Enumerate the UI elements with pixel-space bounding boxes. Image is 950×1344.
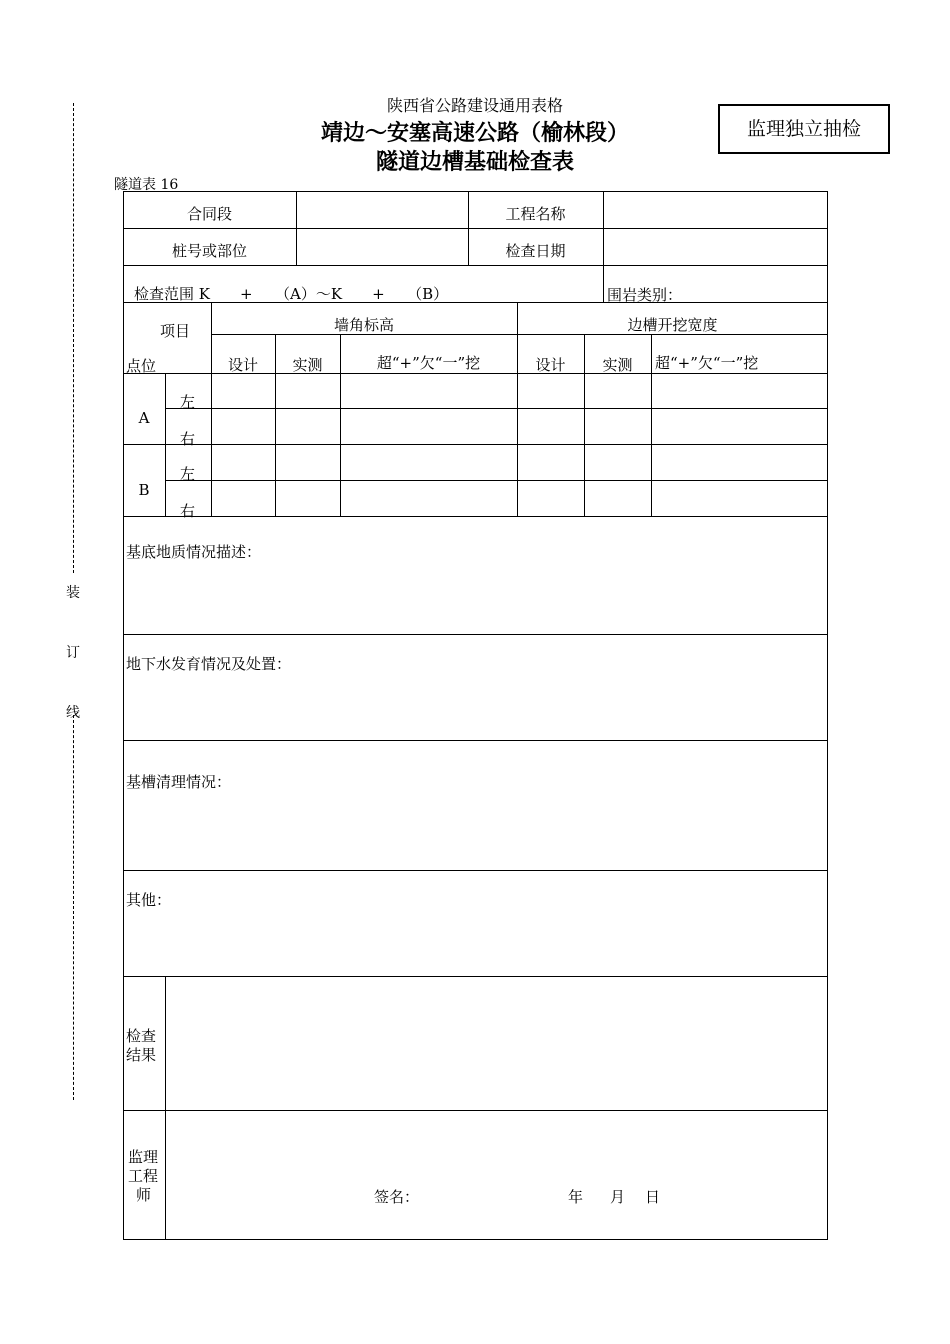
trench-width-header: 边槽开挖宽度 — [627, 316, 718, 334]
rock-class[interactable]: 围岩类别： — [607, 286, 683, 304]
binding-char-2: 订 — [66, 645, 80, 661]
row-line — [123, 976, 828, 977]
row-line — [123, 265, 828, 266]
result-label — [126, 1027, 156, 1065]
engineer-label-line: 监理 — [128, 1148, 159, 1166]
over-under-header: 超“+”欠“一”挖 — [655, 354, 759, 372]
col-line — [651, 334, 652, 516]
binding-line-bottom — [73, 715, 74, 1100]
stamp-box: 监理独立抽检 — [718, 104, 890, 154]
point-label: 点位 — [126, 357, 157, 375]
date-year: 年 — [568, 1188, 584, 1206]
binding-char-3: 线 — [66, 705, 80, 721]
result-value[interactable] — [167, 980, 825, 1106]
station-value[interactable] — [297, 240, 467, 258]
row-line — [123, 444, 828, 445]
wall-foot-elevation-header: 墙角标高 — [333, 316, 394, 334]
contract-value[interactable] — [297, 203, 467, 221]
check-date-label: 检查日期 — [505, 242, 566, 260]
header-project-title: 靖边～安塞高速公路（榆林段） — [320, 121, 629, 146]
point-b-right: 右 — [180, 502, 196, 520]
project-name-label: 工程名称 — [505, 205, 566, 223]
point-b-label: B — [138, 481, 150, 499]
row-line — [123, 1110, 828, 1111]
row-line — [165, 480, 828, 481]
engineer-label-line: 工程 — [128, 1167, 159, 1185]
result-label-line: 结果 — [126, 1046, 157, 1064]
col-line — [165, 373, 166, 516]
date-day: 日 — [645, 1188, 661, 1206]
design-header: 设计 — [535, 356, 566, 374]
signature-label[interactable]: 签名： — [374, 1188, 420, 1206]
project-name-value[interactable] — [604, 203, 826, 221]
trench-cleaning-description[interactable]: 基槽清理情况： — [126, 773, 232, 791]
design-header: 设计 — [227, 356, 258, 374]
check-range[interactable]: 检查范围 K + （A）～K + （B） — [134, 285, 449, 303]
measured-header: 实测 — [602, 356, 633, 374]
engineer-label-line: 师 — [136, 1186, 152, 1204]
point-b-left: 左 — [180, 465, 196, 483]
row-line — [123, 228, 828, 229]
col-line — [165, 976, 166, 1240]
measured-header: 实测 — [292, 356, 323, 374]
geology-description[interactable]: 基底地质情况描述： — [126, 543, 262, 561]
row-line — [123, 740, 828, 741]
point-a-label: A — [138, 409, 150, 427]
point-a-left: 左 — [180, 393, 196, 411]
binding-char-1: 装 — [66, 585, 80, 601]
result-label-line: 检查 — [126, 1027, 157, 1045]
contract-label: 合同段 — [186, 205, 232, 223]
page-title: 隧道边槽基础检查表 — [375, 150, 574, 175]
engineer-label — [128, 1148, 158, 1205]
form-number: 隧道表 16 — [114, 177, 179, 193]
over-under-header: 超“+”欠“一”挖 — [376, 354, 481, 372]
row-line — [123, 516, 828, 517]
other-notes[interactable]: 其他： — [126, 891, 172, 909]
item-label: 项目 — [160, 322, 191, 340]
row-line — [165, 408, 828, 409]
date-month: 月 — [610, 1188, 626, 1206]
point-a-right: 右 — [180, 430, 196, 448]
groundwater-description[interactable]: 地下水发育情况及处置： — [126, 655, 292, 673]
row-line — [123, 870, 828, 871]
row-line — [123, 634, 828, 635]
station-label: 桩号或部位 — [171, 242, 247, 260]
check-date-value[interactable] — [604, 240, 826, 258]
header-province: 陕西省公路建设通用表格 — [386, 96, 563, 115]
